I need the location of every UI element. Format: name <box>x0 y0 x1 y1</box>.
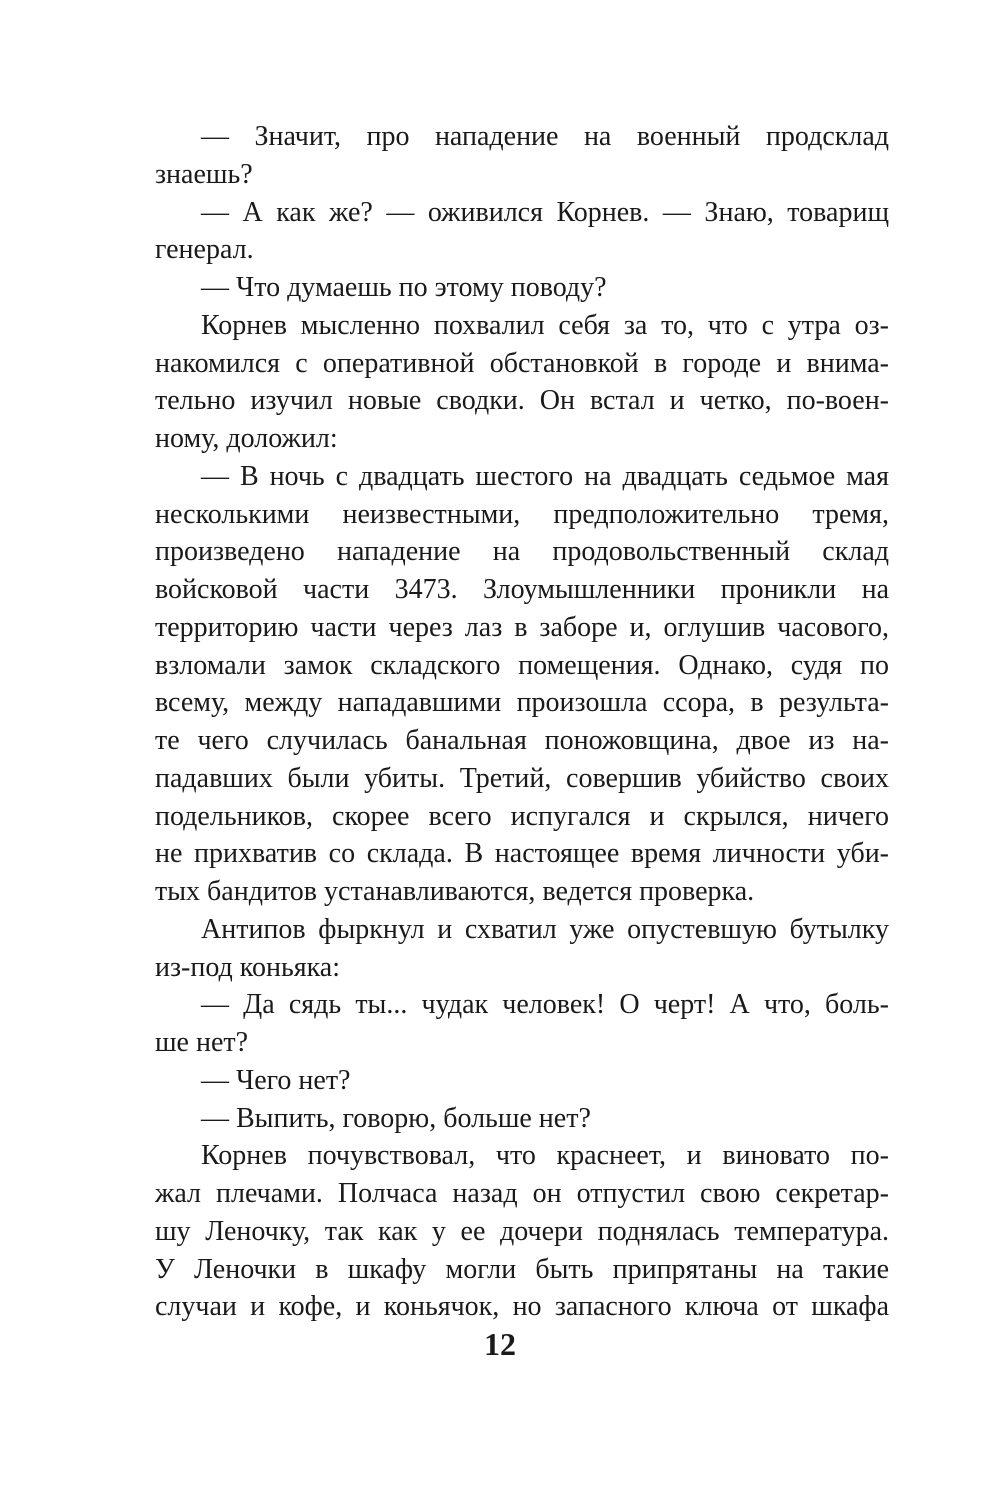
text-line: случаи и кофе, и коньячок, но запасного ключа от шкафа <box>155 1291 889 1323</box>
text-line: всему, между нападавшими произошла ссора, в результа- <box>155 687 889 719</box>
text-line: войсковой части 3473. Злоумышленники проникли на <box>155 574 889 605</box>
text-line: взломали замок складского помещения. Однако, судя по <box>155 649 889 681</box>
text-line: не прихватив со склада. В настоящее время личности уби- <box>155 838 889 870</box>
text-line: генерал. <box>155 234 254 266</box>
text-line: жал плечами. Полчаса назад он отпустил свою секретар- <box>155 1178 889 1209</box>
text-line: Корнев мысленно похвалил себя за то, что с утра оз- <box>201 309 889 341</box>
text-line: У Леночки в шкафу могли быть припрятаны на такие <box>155 1253 889 1285</box>
page-number: 12 <box>484 1326 516 1362</box>
text-line: тельно изучил новые сводки. Он встал и четко, по-воен- <box>155 385 889 417</box>
text-line: тых бандитов устанавливаются, ведется проверка. <box>155 876 755 907</box>
text-line: подельников, скорее всего испугался и скрылся, ничего <box>155 800 889 832</box>
text-line: произведено нападение на продовольственный склад <box>155 536 889 568</box>
text-line: — Что думаешь по этому поводу? <box>201 272 607 303</box>
text-line: несколькими неизвестными, предположительно тремя, <box>155 498 889 530</box>
text-line: — Выпить, говорю, больше нет? <box>201 1102 591 1134</box>
text-line: ше нет? <box>155 1027 249 1058</box>
text-line: — А как же? — оживился Корнев. — Знаю, товарищ <box>201 196 889 228</box>
text-line: падавших были убиты. Третий, совершив убийство своих <box>155 762 889 794</box>
text-line: накомился с оперативной обстановкой в городе и внима- <box>155 347 889 379</box>
text-line: Антипов фыркнул и схватил уже опустевшую бутылку <box>201 913 889 945</box>
text-line: Корнев почувствовал, что краснеет, и виновато по- <box>201 1140 889 1172</box>
text-line: — Да сядь ты... чудак человек! О черт! А что, боль- <box>201 989 889 1021</box>
text-line: — Значит, про нападение на военный продсклад <box>201 121 889 152</box>
text-line: те чего случилась банальная поножовщина, двое из на- <box>155 725 889 756</box>
text-line: — Чего нет? <box>201 1064 351 1096</box>
text-line: из-под коньяка: <box>155 951 340 983</box>
text-line: — В ночь с двадцать шестого на двадцать седьмое мая <box>201 460 889 492</box>
text-line: территорию части через лаз в заборе и, оглушив часового, <box>155 611 889 643</box>
text-line: ному, доложил: <box>155 423 338 454</box>
text-line: шу Леночку, так как у ее дочери поднялась температура. <box>155 1215 889 1247</box>
body-text <box>155 118 889 1326</box>
text-line: знаешь? <box>155 158 253 190</box>
